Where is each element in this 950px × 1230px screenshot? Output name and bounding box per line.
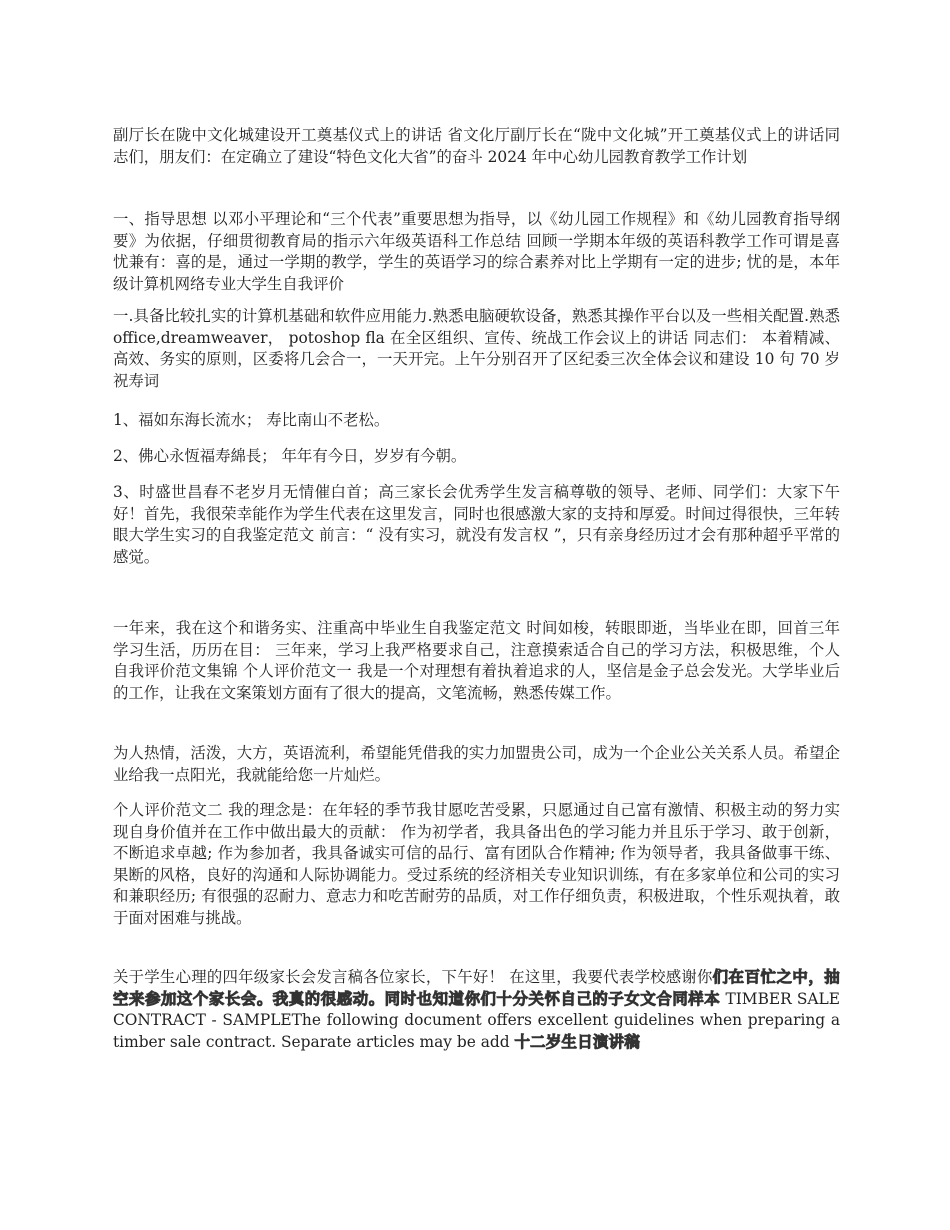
paragraph-10-run-4: 十二岁生日演讲稿 [514, 1032, 641, 1051]
paragraph-4: 1、福如东海长流水； 寿比南山不老松。 [113, 411, 390, 429]
paragraph-8: 为人热情，活泼，大方，英语流利，希望能凭借我的实力加盟贵公司，成为一个企业公关关系人员。希望企业给我一点阳光，我就能给您一片灿烂。 [113, 744, 840, 784]
paragraph-1: 副厅长在陇中文化城建设开工奠基仪式上的讲话 省文化厅副厅长在“陇中文化城”开工奠基仪式上的讲话同志们，朋友们：在定确立了建设“特色文化大省”的奋斗 2024 年中心幼儿园教育教学工作计划 [113, 126, 840, 166]
paragraph-7: 一年来，我在这个和谐务实、注重高中毕业生自我鉴定范文 时间如梭，转眼即逝，当毕业在即，回首三年学习生活，历历在目： 三年来，学习上我严格要求自己，注意摸索适合自己的学习方法，积极思维，个人自我评价范文集锦 个人评价范文一 我是一个对理想有着执着追求的人，坚信是金子总会发光。大学毕业后的工作，让我在文案策划方面有了很大的提高，文笔流畅，熟悉传媒工作。 [113, 619, 840, 702]
paragraph-10-run-1: 关于学生心理的四年级家长会发言稿各位家长，下午好！ 在这里，我要代表学校感谢你 [113, 968, 713, 986]
paragraph-9: 个人评价范文二 我的理念是：在年轻的季节我甘愿吃苦受累，只愿通过自己富有激情、积极主动的努力实现自身价值并在工作中做出最大的贡献： 作为初学者，我具备出色的学习能力并且乐于学习、敢于创新，不断追求卓越; 作为参加者，我具备诚实可信的品行、富有团队合作精神; 作为领导者，我具备做事干练、果断的风格，良好的沟通和人际协调能力。受过系统的经济相关专业知识训练，有在多家单位和公司的实习和兼职经历; 有很强的忍耐力、意志力和吃苦耐劳的品质，对工作仔细负责，积极进取，个性乐观执着，敢于面对困难与挑战。 [113, 801, 840, 927]
paragraph-6: 3、时盛世昌春不老岁月无情催白首；高三家长会优秀学生发言稿尊敬的领导、老师、同学们：大家下午好！首先，我很荣幸能作为学生代表在这里发言，同时也很感激大家的支持和厚爱。时间过得很快，三年转眼大学生实习的自我鉴定范文 前言：“ 没有实习，就没有发言权 ”，只有亲身经历过才会有那种超乎平常的感觉。 [113, 483, 840, 566]
paragraph-10-run-2: 们在百忙之中，抽空来参加这个家长会。我真的很感动。同时也知道你们十分关怀自己的子女文合同样本 [113, 968, 840, 1008]
paragraph-3: 一.具备比较扎实的计算机基础和软件应用能力.熟悉电脑硬软设备，熟悉其操作平台以及一些相关配置.熟悉 office,dreamweaver， potoshop fla 在全区组织、宣传、统战工作会议上的讲话 同志们： 本着精减、高效、务实的原则，区委将几会合一，一天开完。上午分别召开了区纪委三次全体会议和建设 10 句 70 岁祝寿词 [113, 307, 840, 390]
paragraph-10 [113, 967, 840, 1053]
paragraph-2: 一、指导思想 以邓小平理论和“三个代表”重要思想为指导，以《幼儿园工作规程》和《幼儿园教育指导纲要》为依据，仔细贯彻教育局的指示六年级英语科工作总结 回顾一学期本年级的英语科教学工作可谓是喜忧兼有：喜的是，通过一学期的教学，学生的英语学习的综合素养对比上学期有一定的进步; 忧的是，本年级计算机网络专业大学生自我评价 [113, 210, 840, 293]
paragraph-10-run-3: TIMBER SALE CONTRACT - SAMPLEThe following document offers excellent guidelines when preparing a timber sale contract. Separate articles may be add [113, 989, 840, 1051]
paragraph-5: 2、佛心永恆福寿綿長； 年年有今日，岁岁有今朝。 [113, 447, 467, 465]
